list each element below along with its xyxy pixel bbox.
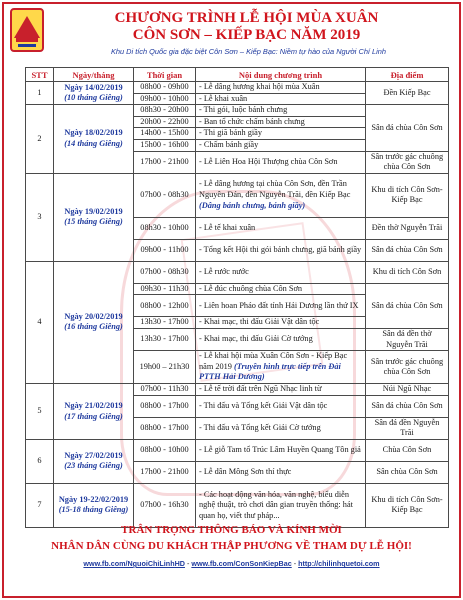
table-row	[26, 173, 449, 217]
table-header-row	[26, 68, 449, 82]
cell-time: 08h00 - 10h00	[134, 439, 196, 461]
cell-time: 08h00 - 12h00	[134, 295, 196, 317]
date-text: Ngày 21/02/2019	[64, 400, 123, 410]
cell-place: Sân đá chùa Côn Sơn	[366, 283, 449, 328]
cell-place: Chùa Côn Sơn	[366, 439, 449, 461]
cell-place: Đền Kiếp Bạc	[366, 82, 449, 105]
cell-time: 13h30 - 17h00	[134, 317, 196, 329]
cell-content: - Tổng kết Hội thi gói bánh chưng, giã bánh giầy	[196, 239, 366, 261]
content-text: - Lễ khai hội mùa Xuân Côn Sơn - Kiếp Bạc năm 2019	[199, 351, 348, 371]
cell-content: - Chấm bánh giầy	[196, 139, 366, 151]
cell-place: Sân đá chùa Côn Sơn	[366, 105, 449, 151]
invitation-line2: NHÂN DÂN CÙNG DU KHÁCH THẬP PHƯƠNG VỀ THAM DỰ LỄ HỘI!	[51, 540, 412, 552]
content-note: (Truyền hình trực tiếp trên Đài PTTH Hải Dương)	[199, 361, 341, 382]
table-row	[26, 105, 449, 117]
page-subtitle: Khu Di tích Quốc gia đặc biệt Côn Sơn – Kiếp Bạc: Niềm tự hào của Người Chí Linh	[110, 47, 387, 56]
facebook-link-consonkiepbac[interactable]: www.fb.com/ConSonKiepBac	[191, 559, 292, 568]
cell-place: Sân trước gác chuông chùa Côn Sơn	[366, 351, 449, 384]
cell-content: - Khai mạc, thi đấu Giải Vật dân tộc	[196, 317, 366, 329]
header-content: Nội dung chương trình	[196, 68, 366, 82]
cell-content: - Lễ dâng hương khai hội mùa Xuân	[196, 82, 366, 94]
date-text: Ngày 19-22/02/2019	[58, 494, 129, 504]
facebook-link-nguoichilinh[interactable]: www.fb.com/NguoiChiLinhHD	[83, 559, 185, 568]
lunar-date-text: (17 tháng Giêng)	[64, 411, 123, 421]
cell-time: 07h00 - 16h30	[134, 483, 196, 527]
cell-stt: 3	[26, 173, 54, 261]
cell-place: Sân đá đền Nguyễn Trãi	[366, 417, 449, 439]
cell-content: - Các hoạt động văn hóa, văn nghệ, biểu diễn nghệ thuật, trò chơi dân gian truyền thống: hát quan họ, viết thư pháp...	[196, 483, 366, 527]
page-title-line2: CÔN SƠN – KIẾP BẠC NĂM 2019	[132, 27, 361, 43]
invitation-line1: TRÂN TRỌNG THÔNG BÁO VÀ KÍNH MỜI	[121, 524, 342, 536]
cell-content	[196, 351, 366, 384]
cell-content: - Lễ Liên Hoa Hội Thượng chùa Côn Sơn	[196, 151, 366, 173]
cell-content: - Lễ tế trời đất trên Ngũ Nhạc linh từ	[196, 384, 366, 396]
cell-place: Khu di tích Côn Sơn-Kiếp Bạc	[366, 483, 449, 527]
date-text: Ngày 19/02/2019	[64, 206, 123, 216]
page-title-line1: CHƯƠNG TRÌNH LỄ HỘI MÙA XUÂN	[114, 10, 379, 26]
cell-place: Sân chùa Côn Sơn	[366, 461, 449, 483]
table-row	[26, 483, 449, 527]
cell-time: 19h00 – 21h30	[134, 351, 196, 384]
cell-content: - Thi giã bánh giầy	[196, 128, 366, 140]
cell-place: Sân đá chùa Côn Sơn	[366, 239, 449, 261]
cell-content: - Lễ tế khai xuân	[196, 217, 366, 239]
cell-place: Núi Ngũ Nhạc	[366, 384, 449, 396]
cell-place: Khu di tích Côn Sơn-Kiếp Bạc	[366, 173, 449, 217]
cell-content: - Lễ giỗ Tam tổ Trúc Lâm Huyền Quang Tôn giả	[196, 439, 366, 461]
lunar-date-text: (14 tháng Giêng)	[64, 138, 123, 148]
cell-time: 08h00 - 17h00	[134, 395, 196, 417]
cell-time: 07h00 - 11h30	[134, 384, 196, 396]
lunar-date-text: (16 tháng Giêng)	[64, 322, 123, 332]
lunar-date-text: (10 tháng Giêng)	[64, 93, 123, 103]
link-separator: -	[291, 559, 299, 568]
table-row	[26, 261, 449, 283]
cell-time: 09h00 - 11h00	[134, 239, 196, 261]
cell-place: Sân trước gác chuông chùa Côn Sơn	[366, 151, 449, 173]
cell-content	[196, 173, 366, 217]
table-row	[26, 82, 449, 94]
cell-date	[54, 384, 134, 440]
cell-time: 08h30 - 10h00	[134, 217, 196, 239]
header-time: Thời gian	[134, 68, 196, 82]
cell-content: - Thi gói, luộc bánh chưng	[196, 105, 366, 117]
cell-content: - Ban tổ chức chấm bánh chưng	[196, 116, 366, 128]
cell-content: - Liên hoan Pháo đất tỉnh Hải Dương lần thứ IX	[196, 295, 366, 317]
cell-time: 17h00 - 21h00	[134, 461, 196, 483]
cell-date	[54, 82, 134, 105]
table-row	[26, 439, 449, 461]
cell-stt: 4	[26, 261, 54, 383]
website-link-chilinhquetoi[interactable]: http://chilinhquetoi.com	[298, 559, 380, 568]
header-stt: STT	[26, 68, 54, 82]
date-text: Ngày 14/02/2019	[64, 82, 123, 92]
cell-time: 07h00 - 08h30	[134, 261, 196, 283]
cell-time: 14h00 - 15h00	[134, 128, 196, 140]
cell-date	[54, 483, 134, 527]
cell-time: 07h00 - 08h30	[134, 173, 196, 217]
cell-stt: 5	[26, 384, 54, 440]
cell-place: Sân đá đền thờ Nguyễn Trãi	[366, 328, 449, 350]
cell-place: Sân đá chùa Côn Sơn	[366, 395, 449, 417]
lunar-date-text: (23 tháng Giêng)	[64, 461, 123, 471]
cell-time: 08h00 - 09h00	[134, 82, 196, 94]
cell-time: 08h30 - 20h00	[134, 105, 196, 117]
cell-date	[54, 173, 134, 261]
header-date: Ngày/tháng	[54, 68, 134, 82]
date-text: Ngày 20/02/2019	[64, 311, 123, 321]
cell-content: - Lễ khai xuân	[196, 93, 366, 105]
cell-time: 08h00 - 17h00	[134, 417, 196, 439]
footer-links	[0, 559, 463, 568]
schedule-table	[25, 67, 449, 528]
cell-time: 17h00 - 21h00	[134, 151, 196, 173]
cell-stt: 2	[26, 105, 54, 174]
lunar-date-text: (15-18 tháng Giêng)	[58, 505, 129, 515]
cell-time: 09h00 - 10h00	[134, 93, 196, 105]
cell-content: - Lễ rước nước	[196, 261, 366, 283]
cell-content: - Thi đấu và Tổng kết Giải Vật dân tộc	[196, 395, 366, 417]
date-text: Ngày 18/02/2019	[64, 128, 123, 138]
link-separator: -	[184, 559, 192, 568]
cell-date	[54, 105, 134, 174]
cell-content: - Thi đấu và Tổng kết Giải Cờ tướng	[196, 417, 366, 439]
header-place: Địa điểm	[366, 68, 449, 82]
cell-stt: 1	[26, 82, 54, 105]
cell-time: 15h00 - 16h00	[134, 139, 196, 151]
lunar-date-text: (15 tháng Giêng)	[64, 217, 123, 227]
content-text: - Lễ dâng hương tại chùa Côn Sơn, đền Trần Nguyên Đán, đền Nguyễn Trãi, đền Kiếp Bạc	[199, 179, 351, 199]
cell-stt: 7	[26, 483, 54, 527]
cell-content: - Lễ dân Mông Sơn thí thực	[196, 461, 366, 483]
content-note: (Dâng bánh chưng, bánh giầy)	[199, 200, 306, 210]
cell-place: Khu di tích Côn Sơn	[366, 261, 449, 283]
cell-date	[54, 261, 134, 383]
table-row	[26, 384, 449, 396]
cell-content: - Khai mạc, thi đấu Giải Cờ tướng	[196, 328, 366, 350]
cell-content: - Lễ đúc chuông chùa Côn Sơn	[196, 283, 366, 295]
cell-time: 09h30 - 11h30	[134, 283, 196, 295]
cell-date	[54, 439, 134, 483]
cell-time: 13h30 - 17h00	[134, 328, 196, 350]
cell-time: 20h00 - 22h00	[134, 116, 196, 128]
cell-stt: 6	[26, 439, 54, 483]
date-text: Ngày 27/02/2019	[64, 450, 123, 460]
cell-place: Đền thờ Nguyễn Trãi	[366, 217, 449, 239]
